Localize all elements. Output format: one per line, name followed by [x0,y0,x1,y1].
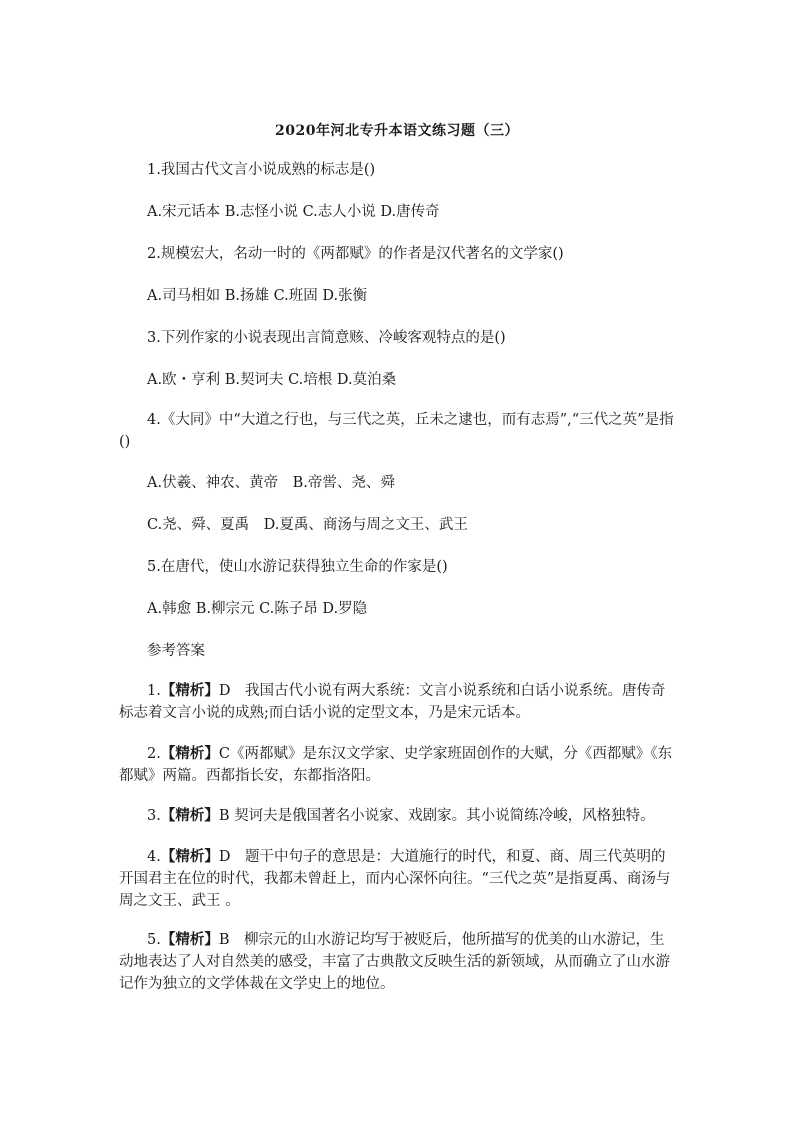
answer-5-num: 5. [147,932,161,948]
answer-2-tag: 【精析】 [160,745,219,762]
answer-5-text: B 柳宗元的山水游记均写于被贬后，他所描写的优美的山水游记，生动地表达了人对自然美的感受，丰富了古典散文反映生活的新领域，从而确立了山水游记作为独立的文学体裁在文学史上的地位。 [119,932,670,992]
answer-3-tag: 【精析】 [160,807,219,824]
answer-4-num: 4. [147,849,161,865]
question-5-stem: 5.在唐代，使山水游记获得独立生命的作家是() [147,559,448,575]
answer-5-tag: 【精析】 [160,931,219,948]
answer-4-text: D 题干中句子的意思是：大道施行的时代，和夏、商、周三代英明的开国君主在位的时代，我都未曾赶上，而内心深怀向往。“三代之英”是指夏禹、商汤与周之文王、武王 。 [119,849,671,909]
answer-1 [119,680,675,724]
answer-2-text: C《两都赋》是东汉文学家、史学家班固创作的大赋，分《西都赋》《东都赋》两篇。西都指长安，东都指洛阳。 [119,746,673,784]
answer-4-tag: 【精析】 [160,848,219,865]
answer-4 [119,846,675,912]
answer-5 [119,929,675,995]
answer-3 [119,805,675,827]
answer-1-text: D 我国古代小说有两大系统：文言小说系统和白话小说系统。唐传奇标志着文言小说的成熟;而白话小说的定型文本，乃是宋元话本。 [119,683,666,721]
question-4-stem: 4.《大同》中“大道之行也，与三代之英，丘未之逮也，而有志焉”,“三代之英”是指() [119,412,674,450]
answer-3-text: B 契诃夫是俄国著名小说家、戏剧家。其小说简练冷峻，风格独特。 [218,808,655,824]
question-4-options-line2: C.尧、舜、夏禹 D.夏禹、商汤与周之文王、武王 [147,517,468,533]
answers-heading: 参考答案 [147,643,205,659]
question-3-options: A.欧・亨利 B.契诃夫 C.培根 D.莫泊桑 [147,372,397,388]
question-4-options-line1: A.伏羲、神农、黄帝 B.帝喾、尧、舜 [147,475,395,491]
question-2-options: A.司马相如 B.扬雄 C.班固 D.张衡 [147,288,368,304]
answer-2 [119,743,675,787]
answer-1-num: 1. [147,683,161,699]
document-title: 2020年河北专升本语文练习题（三） [275,123,519,139]
answer-2-num: 2. [147,746,161,762]
question-1-stem: 1.我国古代文言小说成熟的标志是() [147,162,376,178]
answer-1-tag: 【精析】 [160,682,219,699]
question-2-stem: 2.规模宏大，名动一时的《两都赋》的作者是汉代著名的文学家() [147,246,564,262]
question-5-options: A.韩愈 B.柳宗元 C.陈子昂 D.罗隐 [147,601,368,617]
question-3-stem: 3.下列作家的小说表现出言简意赅、冷峻客观特点的是() [147,330,506,346]
answer-3-num: 3. [147,808,161,824]
question-1-options: A.宋元话本 B.志怪小说 C.志人小说 D.唐传奇 [147,204,440,220]
